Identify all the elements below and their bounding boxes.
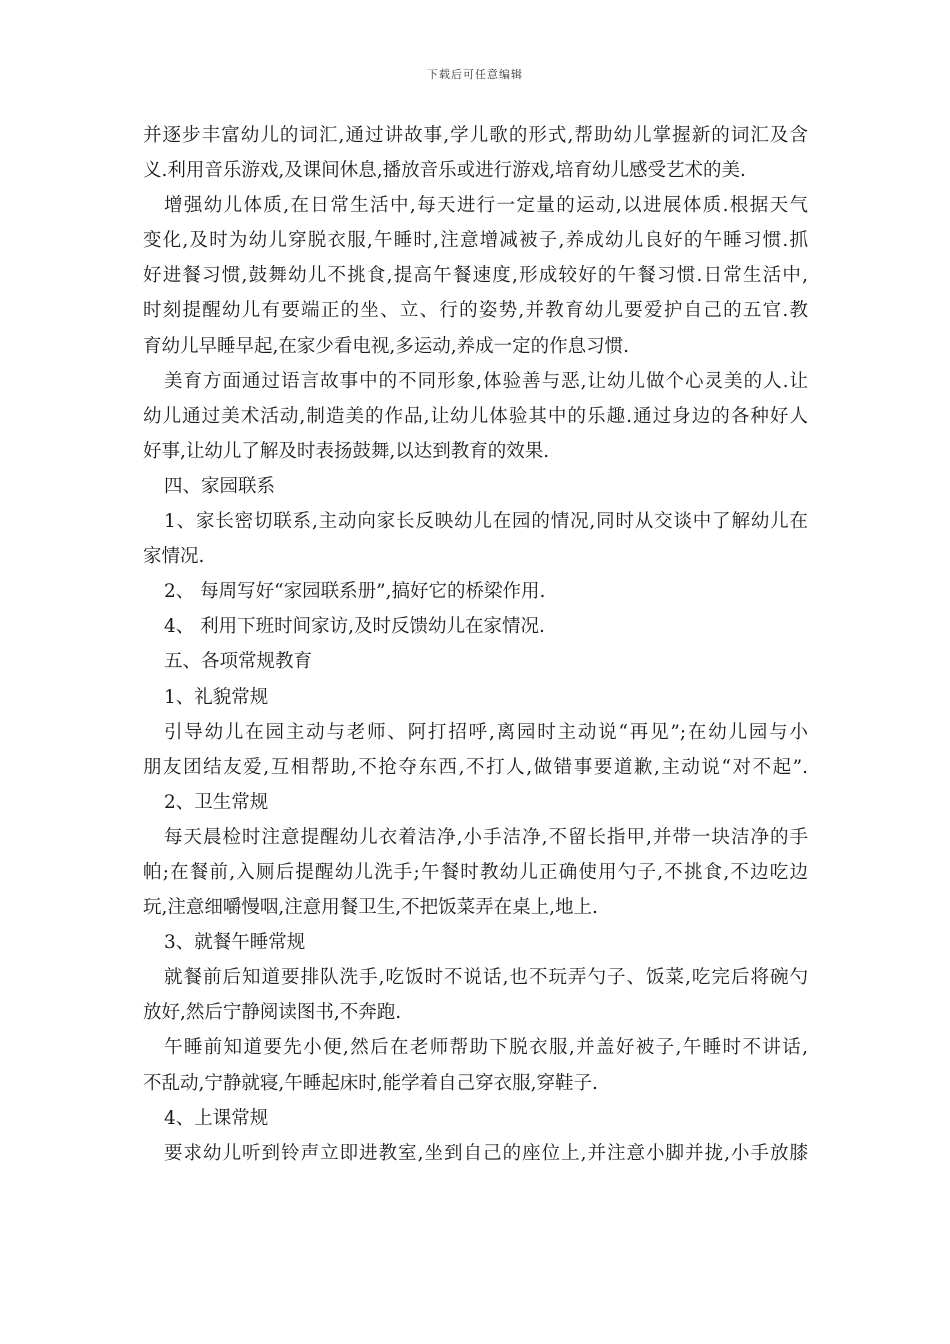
text-line: 美育方面通过语言故事中的不同形象,体验善与恶,让幼儿做个心灵美的人.让 [164,370,808,392]
text-line: 3、就餐午睡常规 [164,932,306,954]
text-line: 好进餐习惯,鼓舞幼儿不挑食,提高午餐速度,形成较好的午餐习惯.日常生活中, [143,265,808,287]
text-line: 午睡前知道要先小便,然后在老师帮助下脱衣服,并盖好被子,午睡时不讲话, [164,1037,808,1059]
document-body [143,118,808,1171]
text-line: 家情况. [143,546,205,568]
text-line: 4、上课常规 [164,1107,269,1129]
text-line: 引导幼儿在园主动与老师、阿打招呼,离园时主动说“再见”;在幼儿园与小 [164,721,808,743]
text-line: 1、礼貌常规 [164,686,269,708]
text-line: 4、 利用下班时间家访,及时反馈幼儿在家情况. [164,616,545,638]
text-line: 帕;在餐前,入厕后提醒幼儿洗手;午餐时教幼儿正确使用勺子,不挑食,不边吃边 [143,861,808,883]
text-line: 不乱动,宁静就寝,午睡起床时,能学着自己穿衣服,穿鞋子. [143,1072,598,1094]
text-line: 1、家长密切联系,主动向家长反映幼儿在园的情况,同时从交谈中了解幼儿在 [164,511,808,533]
text-line: 2、卫生常规 [164,791,269,813]
text-line: 五、各项常规教育 [164,651,313,673]
text-line: 放好,然后宁静阅读图书,不奔跑. [143,1002,402,1024]
text-line: 变化,及时为幼儿穿脱衣服,午睡时,注意增减被子,养成幼儿良好的午睡习惯.抓 [143,230,808,252]
text-line: 就餐前后知道要排队洗手,吃饭时不说话,也不玩弄勺子、饭菜,吃完后将碗勺 [164,967,808,989]
page-header: 下载后可任意编辑 [427,68,523,81]
text-line: 2、 每周写好“家园联系册”,搞好它的桥梁作用. [164,581,546,603]
text-line: 四、家园联系 [164,475,276,497]
text-line: 并逐步丰富幼儿的词汇,通过讲故事,学儿歌的形式,帮助幼儿掌握新的词汇及含 [143,125,808,146]
text-line: 玩,注意细嚼慢咽,注意用餐卫生,不把饭菜弄在桌上,地上. [143,897,598,919]
text-line: 朋友团结友爱,互相帮助,不抢夺东西,不打人,做错事要道歉,主动说“对不起”. [143,756,808,778]
text-line: 时刻提醒幼儿有要端正的坐、立、行的姿势,并教育幼儿要爱护自己的五官.教 [143,300,808,322]
text-line: 每天晨检时注意提醒幼儿衣着洁净,小手洁净,不留长指甲,并带一块洁净的手 [164,826,808,848]
text-line: 育幼儿早睡早起,在家少看电视,多运动,养成一定的作息习惯. [143,335,630,357]
text-line: 要求幼儿听到铃声立即进教室,坐到自己的座位上,并注意小脚并拢,小手放膝 [164,1142,808,1164]
text-line: 增强幼儿体质,在日常生活中,每天进行一定量的运动,以进展体质.根据天气 [164,195,808,217]
text-line: 义.利用音乐游戏,及课间休息,播放音乐或进行游戏,培育幼儿感受艺术的美. [143,160,746,182]
text-line: 好事,让幼儿了解及时表扬鼓舞,以达到教育的效果. [143,440,550,462]
text-line: 幼儿通过美术活动,制造美的作品,让幼儿体验其中的乐趣.通过身边的各种好人 [143,405,808,427]
